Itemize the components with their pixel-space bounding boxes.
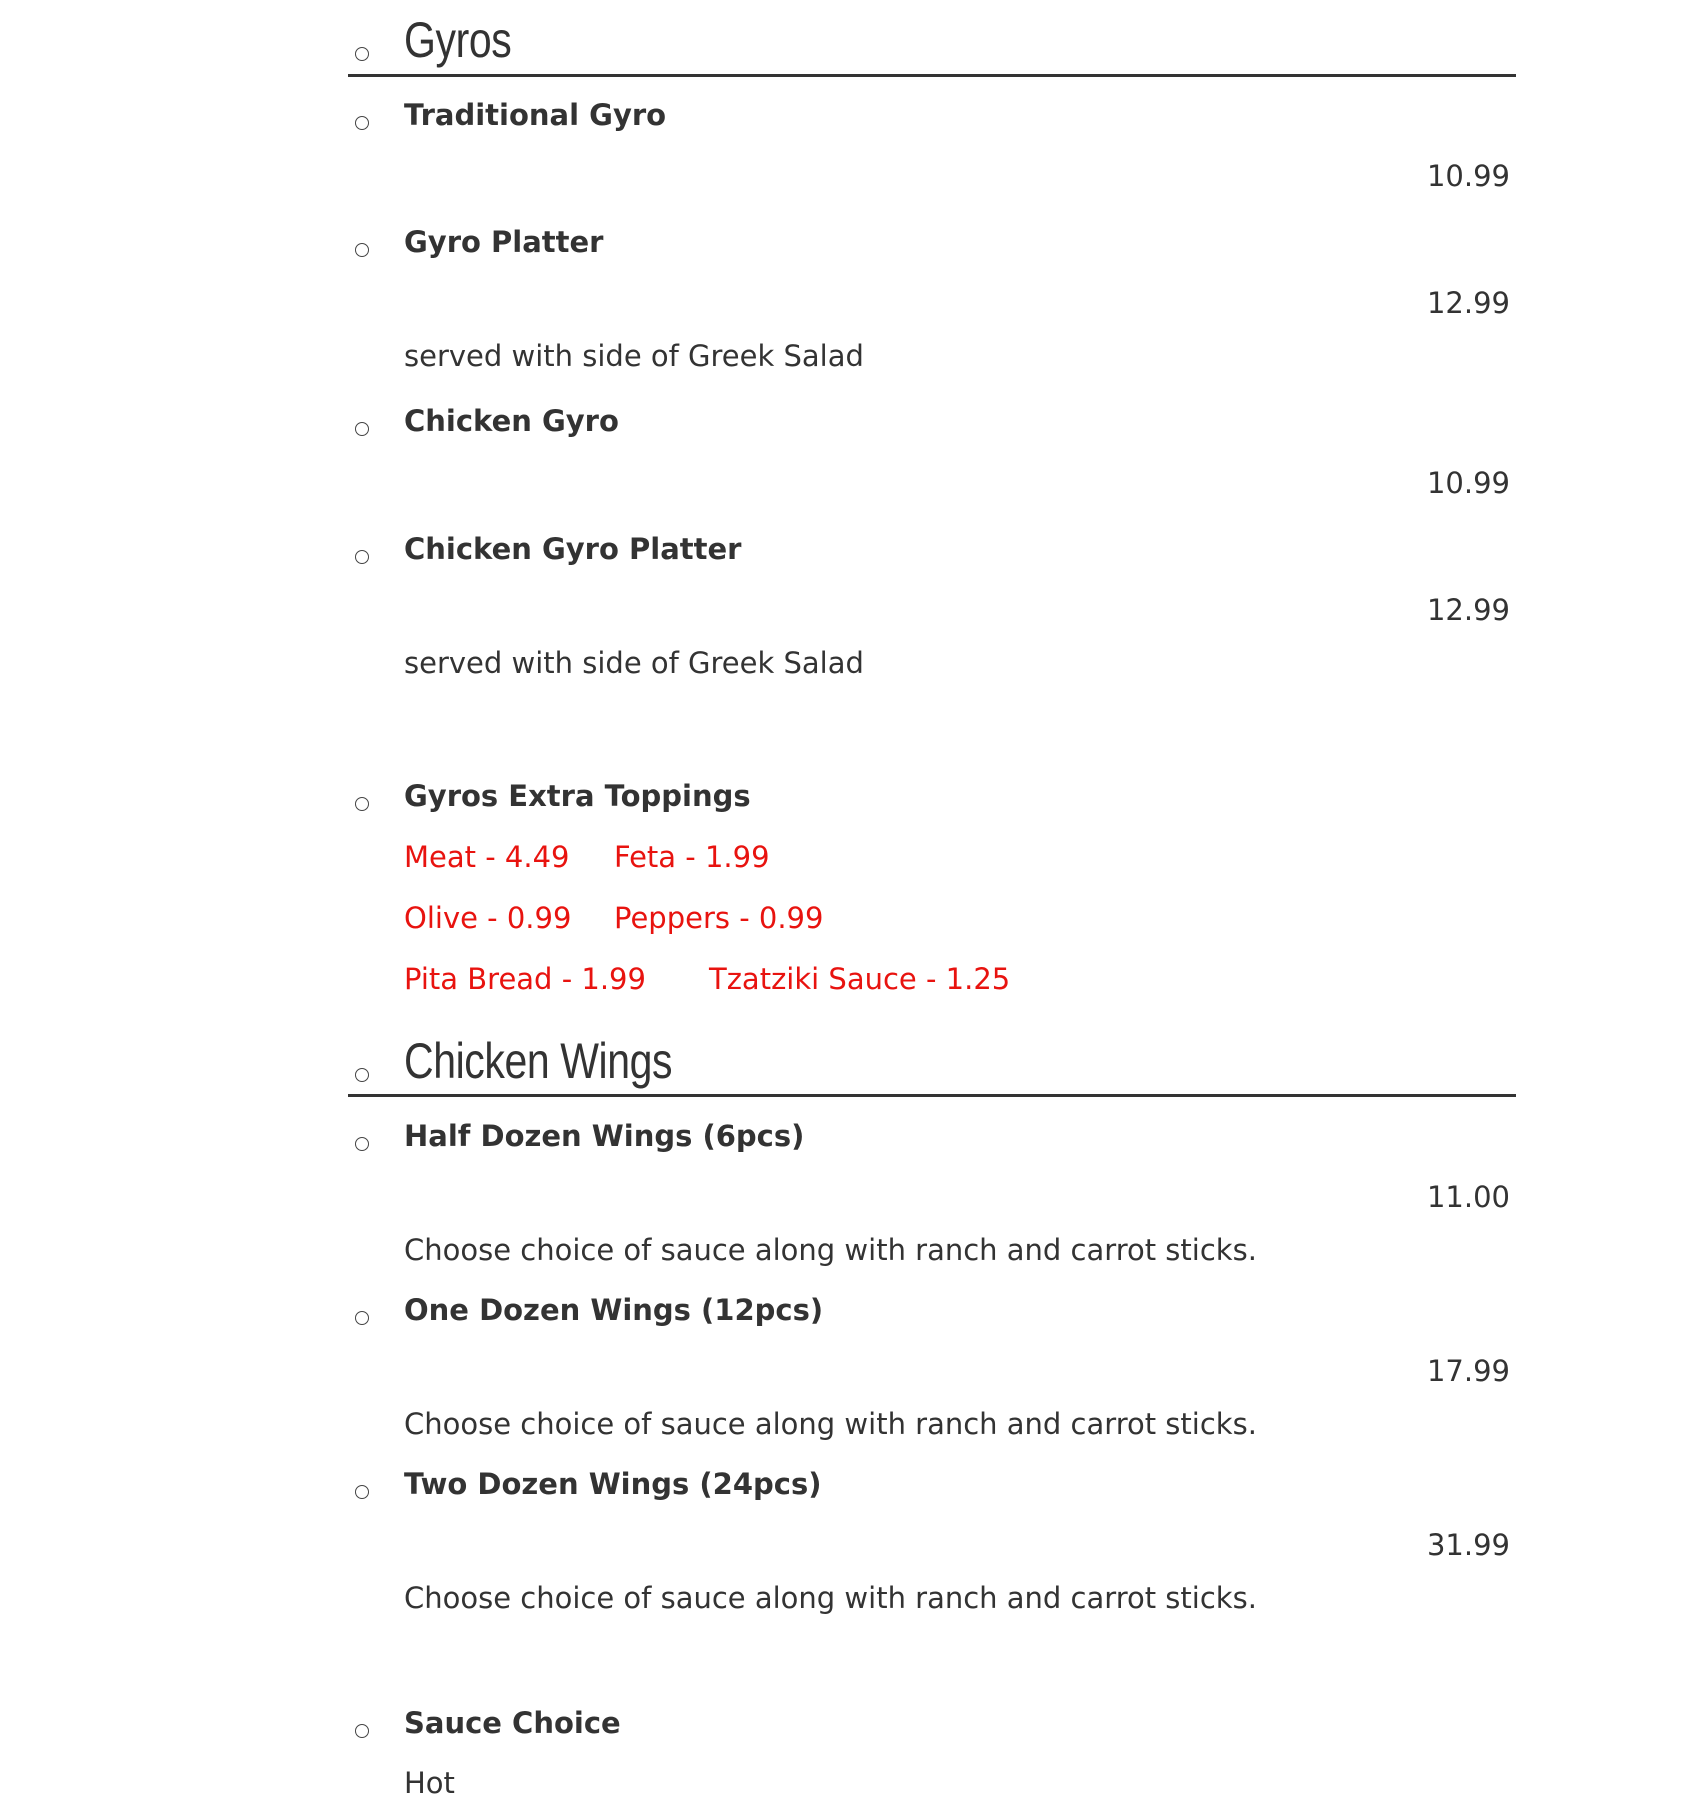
topping-tzatziki-sauce: Tzatziki Sauce - 1.25 <box>709 962 1011 996</box>
sauce-choice-title: Sauce Choice <box>404 1706 621 1740</box>
topping-olive: Olive - 0.99 <box>404 901 572 935</box>
bullet-icon <box>355 47 369 61</box>
menu-item-price: 10.99 <box>1426 466 1510 500</box>
section-title-chicken-wings: Chicken Wings <box>404 1033 673 1089</box>
bullet-icon <box>355 1724 369 1738</box>
bullet-icon <box>355 550 369 564</box>
menu-item-name: Gyro Platter <box>404 225 604 259</box>
section-title-gyros: Gyros <box>404 12 512 68</box>
menu-item-price: 11.00 <box>1426 1180 1510 1214</box>
menu-item-description: Choose choice of sauce along with ranch and carrot sticks. <box>404 1407 1257 1441</box>
menu-item-price: 12.99 <box>1426 593 1510 627</box>
topping-pita-bread: Pita Bread - 1.99 <box>404 962 646 996</box>
menu-item-name: Chicken Gyro <box>404 404 619 438</box>
bullet-icon <box>355 243 369 257</box>
menu-item-price: 12.99 <box>1426 286 1510 320</box>
section-divider <box>348 1094 1516 1097</box>
menu-item-description: served with side of Greek Salad <box>404 339 864 373</box>
menu-item-price: 31.99 <box>1426 1528 1510 1562</box>
menu-item-description: Choose choice of sauce along with ranch and carrot sticks. <box>404 1581 1257 1615</box>
extras-title: Gyros Extra Toppings <box>404 779 751 813</box>
bullet-icon <box>355 797 369 811</box>
menu-item-description: served with side of Greek Salad <box>404 646 864 680</box>
bullet-icon <box>355 1137 369 1151</box>
bullet-icon <box>355 1485 369 1499</box>
topping-feta: Feta - 1.99 <box>614 840 770 874</box>
topping-peppers: Peppers - 0.99 <box>614 901 824 935</box>
bullet-icon <box>355 422 369 436</box>
menu-item-price: 10.99 <box>1426 159 1510 193</box>
sauce-option: Hot <box>404 1766 455 1800</box>
menu-item-name: One Dozen Wings (12pcs) <box>404 1293 824 1327</box>
menu-item-name: Two Dozen Wings (24pcs) <box>404 1467 822 1501</box>
menu-item-name: Traditional Gyro <box>404 98 667 132</box>
menu-item-name: Half Dozen Wings (6pcs) <box>404 1119 805 1153</box>
section-divider <box>348 74 1516 77</box>
menu-item-name: Chicken Gyro Platter <box>404 532 742 566</box>
menu-item-price: 17.99 <box>1426 1354 1510 1388</box>
menu-item-description: Choose choice of sauce along with ranch and carrot sticks. <box>404 1233 1257 1267</box>
bullet-icon <box>355 116 369 130</box>
bullet-icon <box>355 1068 369 1082</box>
topping-meat: Meat - 4.49 <box>404 840 570 874</box>
bullet-icon <box>355 1311 369 1325</box>
